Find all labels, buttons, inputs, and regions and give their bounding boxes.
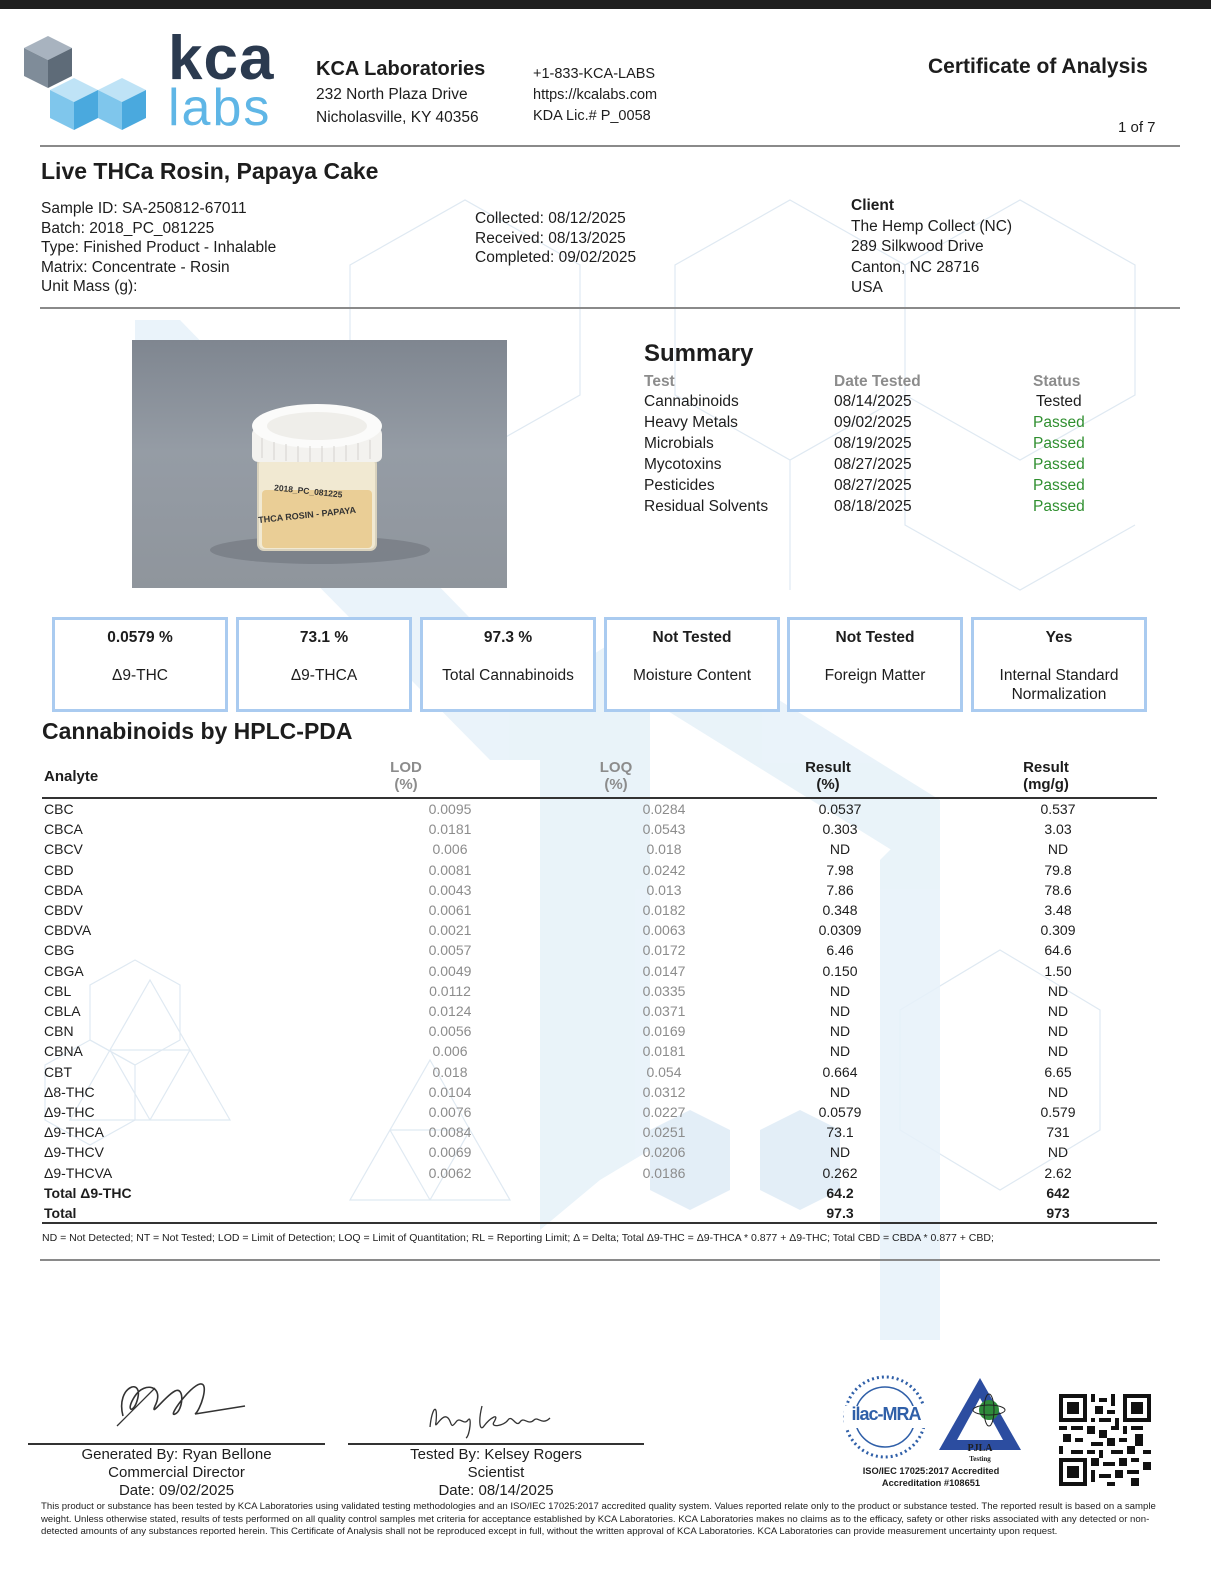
summary-status: Passed <box>1033 414 1085 431</box>
result-mg-cell: ND <box>1047 982 1069 999</box>
table-row <box>42 1062 1168 1082</box>
lod-cell: 0.018 <box>432 1063 468 1080</box>
result-mg-cell: 79.8 <box>1044 861 1072 878</box>
loq-cell: 0.0335 <box>642 982 686 999</box>
result-pct-cell: 64.2 <box>826 1184 854 1201</box>
lod-cell: 0.0056 <box>428 1023 472 1040</box>
col-loq-label: LOQ <box>599 759 633 776</box>
result-mg-cell: 6.65 <box>1044 1063 1072 1080</box>
table-row <box>42 961 1168 981</box>
stat-box-total-cannabinoids <box>420 617 596 712</box>
result-mg-cell: ND <box>1047 1023 1069 1040</box>
cannabinoids-title: Cannabinoids by HPLC-PDA <box>42 718 353 744</box>
company-website[interactable]: https://kcalabs.com <box>533 87 658 103</box>
table-row <box>42 940 1168 960</box>
table-row <box>42 1142 1168 1162</box>
ilac-mra-text: ilac-MRA <box>851 1404 921 1424</box>
summary-date: 08/18/2025 <box>834 498 912 515</box>
summary-status: Passed <box>1033 477 1085 494</box>
result-pct-cell: ND <box>829 1003 851 1019</box>
analyte-cell: CBGA <box>44 962 84 979</box>
col-result-mg <box>986 759 1106 793</box>
loq-cell: 0.0312 <box>642 1083 686 1100</box>
result-mg-cell: 3.48 <box>1044 902 1072 918</box>
stat-value: 73.1 % <box>299 629 349 646</box>
result-mg-cell: ND <box>1047 841 1069 858</box>
loq-cell: 0.0227 <box>642 1104 686 1120</box>
summary-status: Passed <box>1033 456 1085 473</box>
product-name: Live THCa Rosin, Papaya Cake <box>41 158 379 184</box>
lod-cell: 0.0081 <box>428 861 472 878</box>
table-row <box>42 880 1168 900</box>
result-pct-cell: ND <box>829 841 851 858</box>
result-pct-cell: 0.348 <box>822 902 858 918</box>
table-bottom-rule <box>42 1222 1157 1224</box>
signature-ryan-bellone <box>105 1366 255 1436</box>
summary-date: 08/19/2025 <box>834 435 912 452</box>
logo-text-labs: labs <box>168 79 272 137</box>
result-mg-cell: 0.309 <box>1040 922 1076 939</box>
summary-test: Pesticides <box>644 477 715 494</box>
company-address-2: Nicholasville, KY 40356 <box>316 108 479 126</box>
stat-label: Δ9-THCA <box>290 667 358 684</box>
result-pct-cell: ND <box>829 1043 851 1060</box>
lod-cell: 0.0181 <box>428 821 472 838</box>
col-lod-label: LOD <box>390 759 422 776</box>
result-pct-cell: 0.0537 <box>818 801 862 817</box>
table-row <box>42 1163 1168 1183</box>
analyte-cell: Δ9-THC <box>44 1104 95 1120</box>
analyte-cell: CBCA <box>44 821 83 838</box>
result-mg-cell: 2.62 <box>1044 1164 1072 1181</box>
table-row <box>42 839 1168 859</box>
loq-cell: 0.0181 <box>642 1043 686 1060</box>
generated-date: Date: 09/02/2025 <box>118 1482 235 1499</box>
summary-date: 09/02/2025 <box>834 414 912 431</box>
summary-status: Passed <box>1033 498 1085 515</box>
table-row <box>42 981 1168 1001</box>
kca-cubes-logo-icon <box>24 36 154 136</box>
result-pct-cell: ND <box>829 1083 851 1100</box>
lod-cell: 0.006 <box>432 1043 468 1060</box>
product-type: Type: Finished Product - Inhalable <box>41 239 277 256</box>
loq-cell: 0.0371 <box>642 1003 686 1019</box>
table-row <box>42 1082 1168 1102</box>
sample-id: Sample ID: SA-250812-67011 <box>41 200 247 217</box>
loq-cell: 0.0172 <box>642 942 686 959</box>
col-lod-unit: (%) <box>394 776 418 793</box>
stat-box-normalization <box>971 617 1147 712</box>
loq-cell: 0.0206 <box>642 1144 686 1161</box>
analyte-cell: CBNA <box>44 1043 83 1060</box>
table-row <box>42 1021 1168 1041</box>
result-mg-cell: ND <box>1047 1003 1069 1019</box>
result-pct-cell: 0.664 <box>822 1063 858 1080</box>
table-row <box>42 1102 1168 1122</box>
summary-test: Heavy Metals <box>644 414 738 431</box>
table-footnote: ND = Not Detected; NT = Not Tested; LOD = Limit of Detection; LOQ = Limit of Quantitation; RL = Reporting Limit; Δ = Delta; Total Δ9-THC = Δ9-THCA * 0.877 + Δ9-THC; Total CBD = CBDA * 0.877 + CBD; <box>42 1232 994 1244</box>
summary-col-test: Test <box>644 373 675 390</box>
summary-status: Passed <box>1033 435 1085 452</box>
signature-kelsey-rogers <box>420 1392 570 1442</box>
stat-label: Foreign Matter <box>824 667 926 684</box>
result-mg-cell: 3.03 <box>1044 821 1072 838</box>
analyte-cell: CBD <box>44 861 74 878</box>
loq-cell: 0.013 <box>646 881 682 898</box>
client-city: Canton, NC 28716 <box>851 258 980 276</box>
stat-value: 97.3 % <box>483 629 533 646</box>
lod-cell: 0.0076 <box>428 1104 472 1120</box>
stat-value: Not Tested <box>652 629 732 646</box>
table-row <box>42 1203 1168 1223</box>
loq-cell: 0.0251 <box>642 1124 686 1141</box>
table-row <box>42 1183 1168 1203</box>
jar-image <box>132 340 507 588</box>
result-pct-cell: ND <box>829 982 851 999</box>
analyte-cell: Total <box>44 1205 77 1221</box>
batch: Batch: 2018_PC_081225 <box>41 219 215 237</box>
result-mg-cell: 731 <box>1046 1124 1070 1141</box>
pjla-testing-text: Testing <box>969 1455 991 1463</box>
qr-code-icon[interactable] <box>1059 1394 1151 1486</box>
result-pct-cell: 6.46 <box>826 942 854 959</box>
loq-cell: 0.0063 <box>642 922 686 939</box>
col-lod <box>346 759 466 793</box>
company-name: KCA Laboratories <box>316 58 486 80</box>
result-mg-cell: 64.6 <box>1044 942 1072 959</box>
signature-line-tested <box>348 1443 644 1445</box>
summary-title: Summary <box>644 340 754 367</box>
product-divider <box>40 307 1180 309</box>
table-row <box>42 799 1168 819</box>
table-row <box>42 819 1168 839</box>
analyte-cell: CBCV <box>44 841 83 858</box>
result-pct-cell: 0.0579 <box>818 1104 862 1120</box>
col-result-mg-label: Result <box>1023 759 1069 776</box>
client-name: The Hemp Collect (NC) <box>851 217 1013 235</box>
lod-cell: 0.0124 <box>428 1003 472 1019</box>
table-row <box>42 1041 1168 1061</box>
document-title: Certificate of Analysis <box>928 55 1148 78</box>
analyte-cell: Δ9-THCVA <box>44 1164 113 1181</box>
result-pct-cell: 0.150 <box>822 962 858 979</box>
tested-by-block <box>348 1446 644 1500</box>
client-street: 289 Silkwood Drive <box>851 238 984 255</box>
analyte-cell: CBDA <box>44 881 83 898</box>
generated-title: Commercial Director <box>108 1464 245 1481</box>
generated-by: Generated By: Ryan Bellone <box>81 1446 272 1463</box>
loq-cell: 0.0147 <box>642 962 686 979</box>
analyte-cell: CBLA <box>44 1003 81 1019</box>
disclaimer: This product or substance has been tested by KCA Laboratories using validated testing methodologies and an ISO/IEC 17025:2017 accredited quality system. Values reported relate only to the product or substance tested. The reported result is based on a sample weight. Unless otherwise stated, results of tests performed on all quality control samples met criteria for acceptance established by KCA Laboratories. KCA Laboratories makes no claims as to the efficacy, safety or other risks associated with any detected or non-detected amounts of any substances reported herein. This Certificate of Analysis shall not be reproduced except in full, without the written approval of KCA Laboratories. KCA Laboratories can provide measurement uncertainty upon request. <box>41 1501 1156 1537</box>
table-row <box>42 900 1168 920</box>
lod-cell: 0.0104 <box>428 1083 472 1100</box>
company-license: KDA Lic.# P_0058 <box>533 108 651 124</box>
stat-label: Total Cannabinoids <box>442 667 574 684</box>
summary-test: Cannabinoids <box>644 393 739 410</box>
loq-cell: 0.0169 <box>642 1023 686 1040</box>
result-mg-cell: ND <box>1047 1144 1069 1161</box>
analyte-cell: CBDV <box>44 902 83 918</box>
result-mg-cell: 1.50 <box>1044 962 1072 979</box>
unit-mass: Unit Mass (g): <box>41 278 138 295</box>
result-pct-cell: 7.86 <box>826 881 854 898</box>
footnote-divider <box>40 1259 1160 1261</box>
summary-test: Residual Solvents <box>644 498 769 515</box>
result-pct-cell: ND <box>829 1023 851 1040</box>
result-mg-cell: 642 <box>1046 1184 1070 1201</box>
lod-cell: 0.0057 <box>428 942 472 959</box>
lod-cell: 0.006 <box>432 841 468 858</box>
received-date: Received: 08/13/2025 <box>475 229 626 247</box>
loq-cell: 0.0182 <box>642 902 686 918</box>
col-analyte: Analyte <box>44 768 99 785</box>
logo-text-kca: kca <box>168 24 275 93</box>
result-pct-cell: ND <box>829 1144 851 1161</box>
analyte-cell: CBT <box>44 1063 72 1080</box>
tested-title: Scientist <box>467 1464 525 1481</box>
stat-label: Moisture Content <box>632 667 752 684</box>
summary-date: 08/27/2025 <box>834 456 912 473</box>
analyte-cell: Δ9-THCV <box>44 1144 104 1161</box>
client-country: USA <box>851 279 883 296</box>
tested-date: Date: 08/14/2025 <box>438 1482 554 1499</box>
table-row <box>42 920 1168 940</box>
result-pct-cell: 97.3 <box>826 1205 854 1221</box>
accreditation-number: Accreditation #108651 <box>881 1477 981 1488</box>
analyte-cell: CBC <box>44 801 74 817</box>
col-result-mg-unit: (mg/g) <box>1023 776 1069 793</box>
col-loq-unit: (%) <box>604 776 628 793</box>
loq-cell: 0.0543 <box>642 821 686 838</box>
stat-value: 0.0579 % <box>107 629 173 646</box>
summary-col-status: Status <box>1033 373 1081 390</box>
result-pct-cell: 7.98 <box>826 861 854 878</box>
lod-cell: 0.0069 <box>428 1144 472 1161</box>
analyte-cell: CBG <box>44 942 75 959</box>
generated-by-block <box>28 1446 325 1500</box>
col-result-pct-label: Result <box>805 759 851 776</box>
col-loq <box>556 759 676 793</box>
lod-cell: 0.0095 <box>428 801 472 817</box>
completed-date: Completed: 09/02/2025 <box>475 249 637 266</box>
page-number: 1 of 7 <box>1118 119 1156 136</box>
result-mg-cell: 78.6 <box>1044 881 1072 898</box>
matrix: Matrix: Concentrate - Rosin <box>41 258 230 276</box>
collected-date: Collected: 08/12/2025 <box>475 210 626 227</box>
lod-cell: 0.0021 <box>428 922 472 939</box>
stat-box-moisture <box>604 617 780 712</box>
stat-box-d9-thca <box>236 617 412 712</box>
client-heading: Client <box>851 197 895 214</box>
stat-label: Internal Standard Normalization <box>999 667 1119 703</box>
summary-col-date: Date Tested <box>834 373 921 390</box>
lod-cell: 0.0049 <box>428 962 472 979</box>
loq-cell: 0.018 <box>646 841 682 858</box>
company-phone: +1-833-KCA-LABS <box>533 66 656 82</box>
result-mg-cell: ND <box>1047 1043 1069 1060</box>
stat-box-d9-thc <box>52 617 228 712</box>
pjla-text: PJLA <box>967 1443 993 1454</box>
stat-value: Yes <box>1045 629 1073 646</box>
table-row <box>42 860 1168 880</box>
analyte-cell: CBL <box>44 982 72 999</box>
jar-label-batch: 2018_PC_081225 <box>273 482 343 500</box>
result-mg-cell: 0.579 <box>1040 1104 1076 1120</box>
stat-label: Δ9-THC <box>112 667 168 684</box>
result-pct-cell: 0.0309 <box>818 922 862 939</box>
result-mg-cell: ND <box>1047 1083 1069 1100</box>
summary-date: 08/14/2025 <box>834 393 912 410</box>
table-row <box>42 1122 1168 1142</box>
accreditation-text <box>846 1466 1016 1489</box>
result-pct-cell: 73.1 <box>826 1124 854 1141</box>
company-address-1: 232 North Plaza Drive <box>316 86 468 103</box>
analyte-cell: CBDVA <box>44 922 92 939</box>
result-mg-cell: 973 <box>1046 1205 1070 1221</box>
summary-test: Microbials <box>644 435 714 452</box>
loq-cell: 0.054 <box>646 1063 682 1080</box>
lod-cell: 0.0043 <box>428 881 472 898</box>
analyte-cell: CBN <box>44 1023 74 1040</box>
analyte-cell: Δ9-THCA <box>44 1124 104 1141</box>
stat-box-foreign-matter <box>787 617 963 712</box>
jar-label-product: THCA ROSIN - PAPAYA <box>257 504 357 526</box>
summary-test: Mycotoxins <box>644 456 722 473</box>
product-photo <box>132 340 507 588</box>
loq-cell: 0.0284 <box>642 801 686 817</box>
loq-cell: 0.0242 <box>642 861 686 878</box>
header-divider <box>40 145 1180 147</box>
result-pct-cell: 0.262 <box>822 1164 858 1181</box>
summary-status: Tested <box>1036 393 1082 410</box>
analyte-cell: Total Δ9-THC <box>44 1184 132 1201</box>
result-mg-cell: 0.537 <box>1040 801 1076 817</box>
analyte-cell: Δ8-THC <box>44 1083 95 1100</box>
col-result-pct <box>768 759 888 793</box>
signature-line-generated <box>28 1443 325 1445</box>
iso-accredited: ISO/IEC 17025:2017 Accredited <box>862 1466 1000 1476</box>
loq-cell: 0.0186 <box>642 1164 686 1181</box>
stat-value: Not Tested <box>835 629 915 646</box>
table-row <box>42 1001 1168 1021</box>
lod-cell: 0.0061 <box>428 902 472 918</box>
col-result-pct-unit: (%) <box>816 776 840 793</box>
summary-date: 08/27/2025 <box>834 477 912 494</box>
result-pct-cell: 0.303 <box>822 821 858 838</box>
tested-by: Tested By: Kelsey Rogers <box>410 1446 582 1463</box>
lod-cell: 0.0112 <box>429 982 471 999</box>
lod-cell: 0.0062 <box>428 1164 472 1181</box>
lod-cell: 0.0084 <box>428 1124 472 1141</box>
